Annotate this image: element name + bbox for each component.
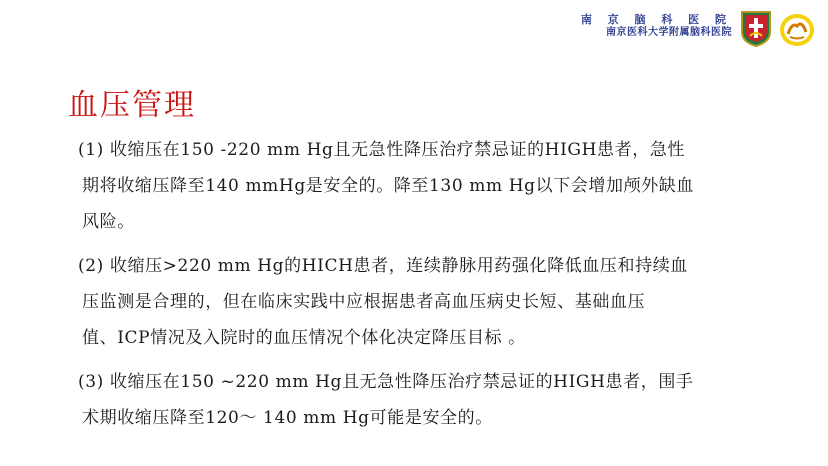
- paragraph-line: (1) 收缩压在150 -220 mm Hg且无急性降压治疗禁忌证的HIGH患者，急性: [78, 140, 686, 160]
- paragraph-3: [78, 364, 768, 436]
- brand-name-line: 南 京 脑 科 医 院: [580, 13, 732, 26]
- brand-subtitle-line: 南京医科大学附属脑科医院: [606, 26, 732, 38]
- page-title: 血压管理: [68, 88, 196, 123]
- paragraph-line: 压监测是合理的，但在临床实践中应根据患者高血压病史长短、基础血压: [82, 292, 646, 312]
- anniversary-badge-logo-icon: [778, 12, 816, 48]
- paragraph-line: 风险。: [82, 212, 135, 232]
- paragraph-line: (3) 收缩压在150 ~220 mm Hg且无急性降压治疗禁忌证的HIGH患者，围手: [78, 372, 694, 392]
- paragraph-1: [78, 132, 768, 240]
- hospital-shield-logo-icon: [740, 10, 772, 48]
- paragraph-2: [78, 248, 768, 356]
- paragraph-line: (2) 收缩压>220 mm Hg的HICH患者，连续静脉用药强化降低血压和持续血: [78, 256, 688, 276]
- content-body: [78, 132, 768, 444]
- paragraph-line: 术期收缩压降至120～ 140 mm Hg可能是安全的。: [82, 408, 493, 428]
- hospital-brand: [581, 14, 732, 38]
- paragraph-line: 值、ICP情况及入院时的血压情况个体化决定降压目标 。: [82, 328, 526, 348]
- paragraph-line: 期将收缩压降至140 mmHg是安全的。降至130 mm Hg以下会增加颅外缺血: [82, 176, 695, 196]
